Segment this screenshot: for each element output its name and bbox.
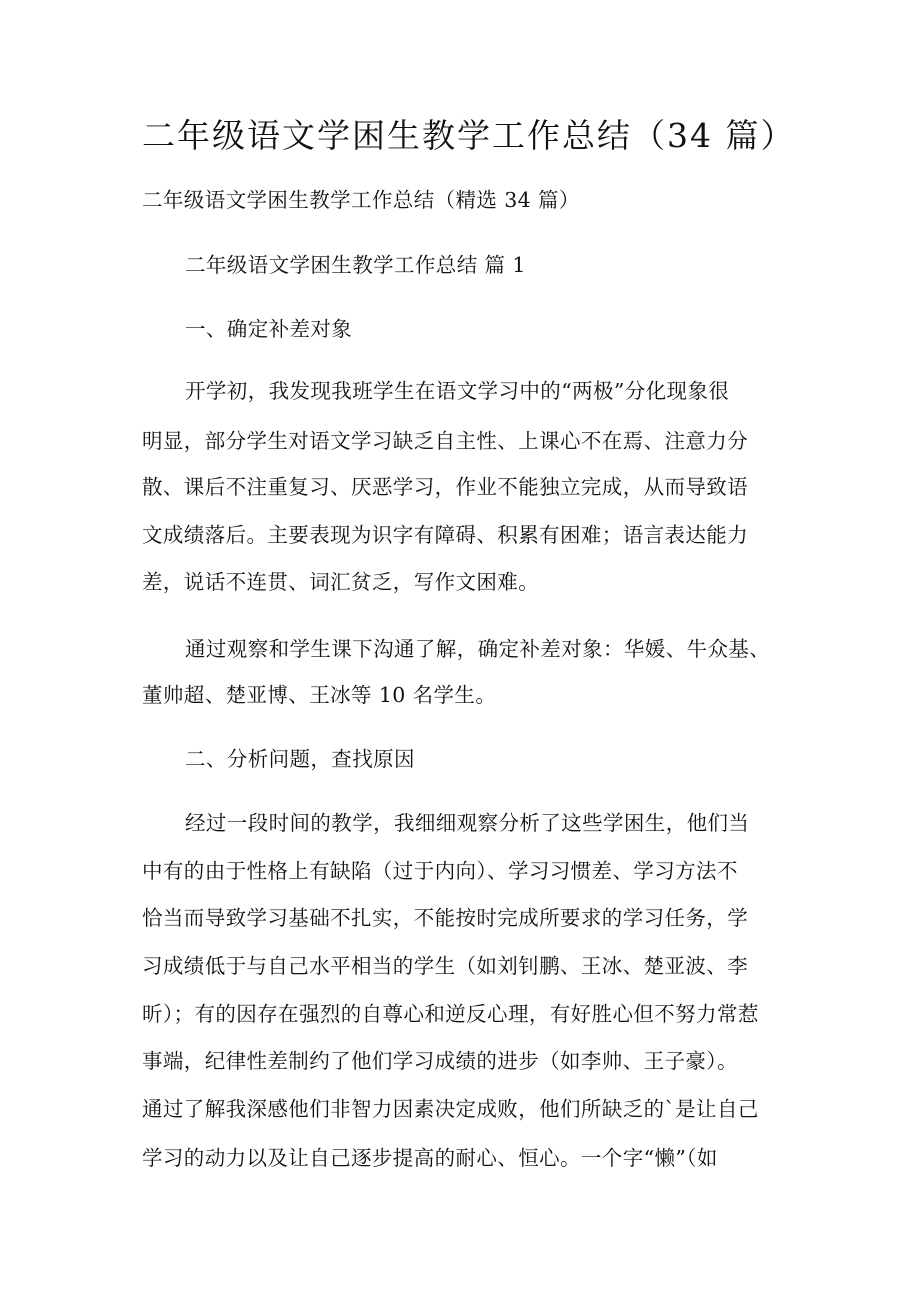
section-heading-1: 一、确定补差对象 <box>185 317 353 341</box>
paragraph-line: 董帅超、楚亚博、王冰等 10 名学生。 <box>142 683 497 707</box>
paragraph-line: 通过了解我深感他们非智力因素决定成败，他们所缺乏的`是让自己 <box>142 1097 759 1121</box>
paragraph-line: 开学初，我发现我班学生在语文学习中的“两极”分化现象很 <box>185 379 730 403</box>
paragraph-line: 中有的由于性格上有缺陷（过于内向）、学习习惯差、学习方法不 <box>142 859 738 883</box>
article-heading: 二年级语文学困生教学工作总结 篇 1 <box>185 253 526 277</box>
paragraph-line: 经过一段时间的教学，我细细观察分析了这些学困生，他们当 <box>185 811 750 835</box>
paragraph-line: 学习的动力以及让自己逐步提高的耐心、恒心。一个字“懒”（如 <box>142 1146 718 1170</box>
document-title: 二年级语文学困生教学工作总结（34 篇） <box>142 116 796 155</box>
paragraph-line: 通过观察和学生课下沟通了解，确定补差对象：华媛、牛众基、 <box>185 637 771 661</box>
paragraph-line: 文成绩落后。主要表现为识字有障碍、积累有困难；语言表达能力 <box>142 523 749 547</box>
document-subtitle: 二年级语文学困生教学工作总结（精选 34 篇） <box>142 188 580 212</box>
paragraph-line: 差，说话不连贯、词汇贫乏，写作文困难。 <box>142 570 540 594</box>
section-heading-2: 二、分析问题，查找原因 <box>185 747 415 771</box>
paragraph-line: 事端，纪律性差制约了他们学习成绩的进步（如李帅、王子豪）。 <box>142 1049 738 1073</box>
paragraph-line: 昕）；有的因存在强烈的自尊心和逆反心理，有好胜心但不努力常惹 <box>142 1002 759 1026</box>
paragraph-line: 散、课后不注重复习、厌恶学习，作业不能独立完成，从而导致语 <box>142 475 749 499</box>
paragraph-line: 习成绩低于与自己水平相当的学生（如刘钊鹏、王冰、楚亚波、李 <box>142 954 749 978</box>
paragraph-line: 恰当而导致学习基础不扎实，不能按时完成所要求的学习任务，学 <box>142 906 749 930</box>
paragraph-line: 明显，部分学生对语文学习缺乏自主性、上课心不在焉、注意力分 <box>142 429 749 453</box>
